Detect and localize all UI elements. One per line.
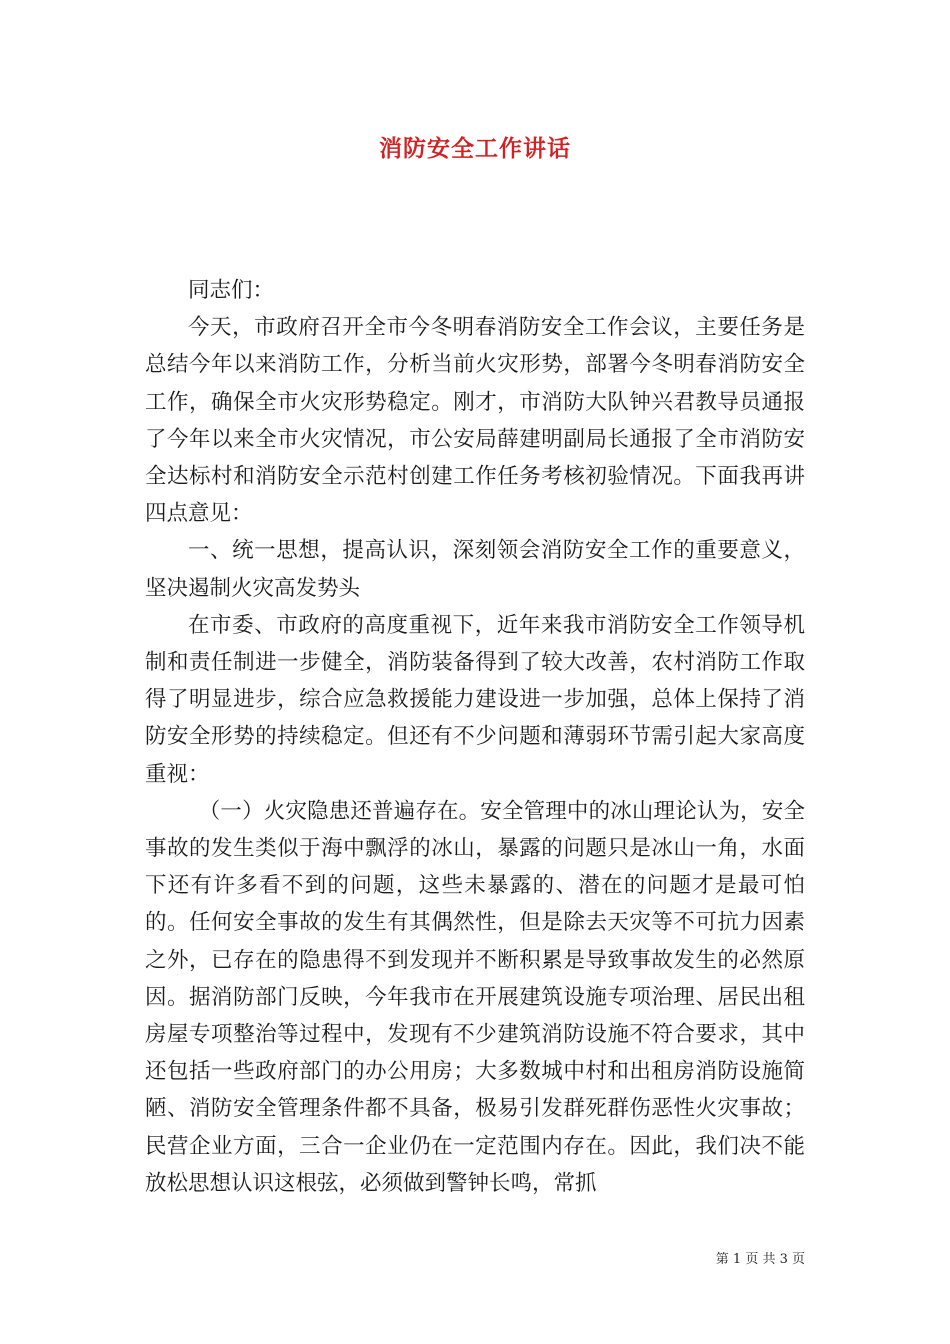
salutation: 同志们： [188,278,275,303]
section-heading-1: 一、统一思想，提高认识，深刻领会消防安全工作的重要意义，坚决遏制火灾高发势头 [145,538,805,601]
document-body [145,272,805,1202]
document-title: 消防安全工作讲话 [379,135,571,162]
paragraph-situation: 在市委、市政府的高度重视下，近年来我市消防安全工作领导机制和责任制进一步健全，消防装备得到了较大改善，农村消防工作取得了明显进步，综合应急救援能力建设进一步加强，总体上保持了消防安全形势的持续稳定。但还有不少问题和薄弱环节需引起大家高度重视： [145,612,805,787]
page-number: 第 1 页 共 3 页 [715,1252,805,1267]
paragraph-hazards: （一）火灾隐患还普遍存在。安全管理中的冰山理论认为，安全事故的发生类似于海中飘浮的冰山，暴露的问题只是冰山一角，水面下还有许多看不到的问题，这些未暴露的、潜在的问题才是最可怕的。任何安全事故的发生有其偶然性，但是除去天灾等不可抗力因素之外，已存在的隐患得不到发现并不断积累是导致事故发生的必然原因。据消防部门反映，今年我市在开展建筑设施专项治理、居民出租房屋专项整治等过程中，发现有不少建筑消防设施不符合要求，其中还包括一些政府部门的办公用房；大多数城中村和出租房消防设施简陋、消防安全管理条件都不具备，极易引发群死群伤恶性火灾事故；民营企业方面，三合一企业仍在一定范围内存在。因此，我们决不能放松思想认识这根弦，必须做到警钟长鸣，常抓 [145,798,805,1196]
paragraph-intro: 今天，市政府召开全市今冬明春消防安全工作会议，主要任务是总结今年以来消防工作，分析当前火灾形势，部署今冬明春消防安全工作，确保全市火灾形势稳定。刚才，市消防大队钟兴君教导员通报了今年以来全市火灾情况，市公安局薛建明副局长通报了全市消防安全达标村和消防安全示范村创建工作任务考核初验情况。下面我再讲四点意见： [145,315,805,527]
